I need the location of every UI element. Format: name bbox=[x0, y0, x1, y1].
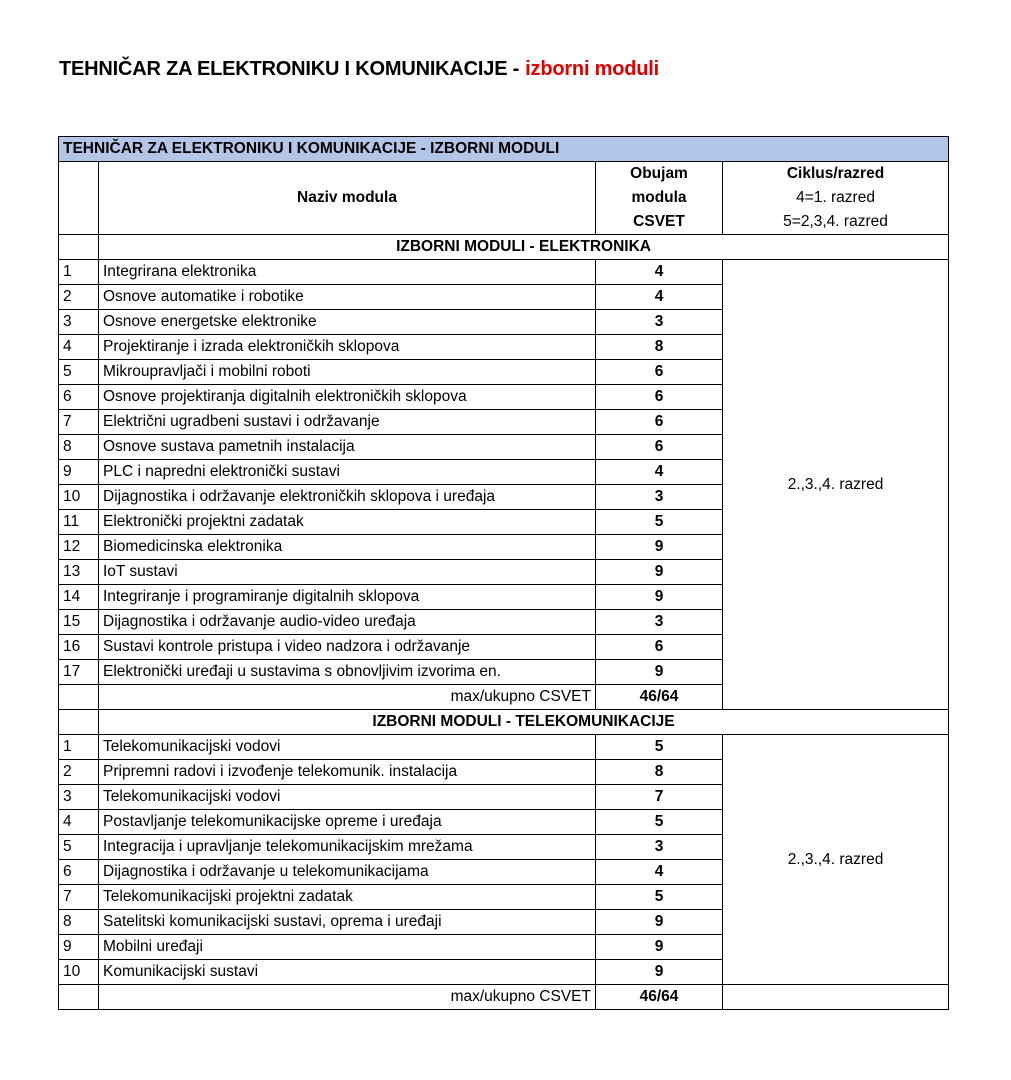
module-csvet: 3 bbox=[596, 310, 723, 335]
module-csvet: 4 bbox=[596, 460, 723, 485]
table-header-row bbox=[59, 162, 949, 235]
table-title-row bbox=[59, 137, 949, 162]
module-name: Mikroupravljači i mobilni roboti bbox=[99, 360, 596, 385]
page-title bbox=[59, 58, 659, 81]
module-name: Komunikacijski sustavi bbox=[99, 960, 596, 985]
module-name: Pripremni radovi i izvođenje telekomunik. instalacija bbox=[99, 760, 596, 785]
module-name: Satelitski komunikacijski sustavi, oprema i uređaji bbox=[99, 910, 596, 935]
module-number: 9 bbox=[59, 935, 99, 960]
module-number: 6 bbox=[59, 385, 99, 410]
module-number: 10 bbox=[59, 960, 99, 985]
module-csvet: 8 bbox=[596, 760, 723, 785]
electronics-total-label: max/ukupno CSVET bbox=[99, 685, 596, 710]
module-csvet: 4 bbox=[596, 285, 723, 310]
header-cycle bbox=[723, 162, 949, 235]
telecom-total-row bbox=[59, 985, 949, 1010]
table-title: TEHNIČAR ZA ELEKTRONIKU I KOMUNIKACIJE - IZBORNI MODULI bbox=[59, 137, 949, 162]
module-csvet: 9 bbox=[596, 935, 723, 960]
module-csvet: 8 bbox=[596, 335, 723, 360]
electronics-cycle: 2.,3.,4. razred bbox=[723, 260, 949, 710]
module-name: Mobilni uređaji bbox=[99, 935, 596, 960]
header-csvet bbox=[596, 162, 723, 235]
module-number: 7 bbox=[59, 885, 99, 910]
telecom-section-title: IZBORNI MODULI - TELEKOMUNIKACIJE bbox=[99, 710, 949, 735]
module-csvet: 9 bbox=[596, 585, 723, 610]
telecom-cycle: 2.,3.,4. razred bbox=[723, 735, 949, 985]
module-name: Sustavi kontrole pristupa i video nadzora i održavanje bbox=[99, 635, 596, 660]
module-csvet: 9 bbox=[596, 560, 723, 585]
module-name: Osnove projektiranja digitalnih elektroničkih sklopova bbox=[99, 385, 596, 410]
module-name: Telekomunikacijski projektni zadatak bbox=[99, 885, 596, 910]
module-csvet: 4 bbox=[596, 860, 723, 885]
module-name: Integrirana elektronika bbox=[99, 260, 596, 285]
table-row bbox=[59, 735, 949, 760]
modules-table bbox=[58, 136, 949, 1010]
telecom-total-cycle-cell bbox=[723, 985, 949, 1010]
module-number: 11 bbox=[59, 510, 99, 535]
module-name: Dijagnostika i održavanje u telekomunikacijama bbox=[99, 860, 596, 885]
module-name: Telekomunikacijski vodovi bbox=[99, 735, 596, 760]
module-csvet: 5 bbox=[596, 810, 723, 835]
module-number: 12 bbox=[59, 535, 99, 560]
module-csvet: 9 bbox=[596, 960, 723, 985]
module-number: 8 bbox=[59, 435, 99, 460]
module-csvet: 5 bbox=[596, 885, 723, 910]
page-title-main: TEHNIČAR ZA ELEKTRONIKU I KOMUNIKACIJE - bbox=[59, 58, 520, 80]
header-cycle-line2: 4=1. razred bbox=[796, 189, 875, 206]
module-number: 14 bbox=[59, 585, 99, 610]
electronics-total-value: 46/64 bbox=[596, 685, 723, 710]
module-csvet: 5 bbox=[596, 510, 723, 535]
module-name: Električni ugradbeni sustavi i održavanje bbox=[99, 410, 596, 435]
module-name: Elektronički projektni zadatak bbox=[99, 510, 596, 535]
electronics-section-num-cell bbox=[59, 235, 99, 260]
module-csvet: 7 bbox=[596, 785, 723, 810]
module-number: 15 bbox=[59, 610, 99, 635]
module-number: 7 bbox=[59, 410, 99, 435]
module-csvet: 3 bbox=[596, 835, 723, 860]
module-csvet: 4 bbox=[596, 260, 723, 285]
header-csvet-line2: modula bbox=[631, 189, 687, 206]
module-number: 2 bbox=[59, 760, 99, 785]
electronics-section-title: IZBORNI MODULI - ELEKTRONIKA bbox=[99, 235, 949, 260]
module-name: Postavljanje telekomunikacijske opreme i uređaja bbox=[99, 810, 596, 835]
module-name: Integriranje i programiranje digitalnih sklopova bbox=[99, 585, 596, 610]
module-name: Osnove automatike i robotike bbox=[99, 285, 596, 310]
module-csvet: 3 bbox=[596, 610, 723, 635]
table-row bbox=[59, 260, 949, 285]
module-number: 3 bbox=[59, 785, 99, 810]
module-csvet: 9 bbox=[596, 535, 723, 560]
module-name: Osnove sustava pametnih instalacija bbox=[99, 435, 596, 460]
module-name: Integracija i upravljanje telekomunikacijskim mrežama bbox=[99, 835, 596, 860]
module-name: Elektronički uređaji u sustavima s obnovljivim izvorima en. bbox=[99, 660, 596, 685]
module-number: 2 bbox=[59, 285, 99, 310]
module-number: 1 bbox=[59, 735, 99, 760]
header-csvet-line1: Obujam bbox=[630, 165, 688, 182]
module-name: PLC i napredni elektronički sustavi bbox=[99, 460, 596, 485]
module-number: 9 bbox=[59, 460, 99, 485]
module-number: 10 bbox=[59, 485, 99, 510]
page-title-highlight: izborni moduli bbox=[525, 58, 660, 80]
module-number: 4 bbox=[59, 810, 99, 835]
module-csvet: 3 bbox=[596, 485, 723, 510]
module-csvet: 6 bbox=[596, 410, 723, 435]
module-name: Osnove energetske elektronike bbox=[99, 310, 596, 335]
module-name: Biomedicinska elektronika bbox=[99, 535, 596, 560]
module-csvet: 6 bbox=[596, 635, 723, 660]
telecom-section-num-cell bbox=[59, 710, 99, 735]
module-number: 8 bbox=[59, 910, 99, 935]
module-name: Telekomunikacijski vodovi bbox=[99, 785, 596, 810]
header-name: Naziv modula bbox=[99, 162, 596, 235]
header-cycle-line3: 5=2,3,4. razred bbox=[783, 213, 888, 230]
module-number: 5 bbox=[59, 835, 99, 860]
module-name: Projektiranje i izrada elektroničkih sklopova bbox=[99, 335, 596, 360]
module-csvet: 6 bbox=[596, 435, 723, 460]
module-csvet: 6 bbox=[596, 385, 723, 410]
module-number: 1 bbox=[59, 260, 99, 285]
module-number: 4 bbox=[59, 335, 99, 360]
module-csvet: 9 bbox=[596, 660, 723, 685]
module-name: IoT sustavi bbox=[99, 560, 596, 585]
module-number: 16 bbox=[59, 635, 99, 660]
module-number: 3 bbox=[59, 310, 99, 335]
module-number: 6 bbox=[59, 860, 99, 885]
module-name: Dijagnostika i održavanje audio-video uređaja bbox=[99, 610, 596, 635]
telecom-total-num-cell bbox=[59, 985, 99, 1010]
module-number: 5 bbox=[59, 360, 99, 385]
telecom-total-label: max/ukupno CSVET bbox=[99, 985, 596, 1010]
telecom-section-row bbox=[59, 710, 949, 735]
module-csvet: 6 bbox=[596, 360, 723, 385]
electronics-section-row bbox=[59, 235, 949, 260]
module-csvet: 9 bbox=[596, 910, 723, 935]
header-csvet-line3: CSVET bbox=[633, 213, 685, 230]
module-name: Dijagnostika i održavanje elektroničkih sklopova i uređaja bbox=[99, 485, 596, 510]
module-number: 17 bbox=[59, 660, 99, 685]
telecom-total-value: 46/64 bbox=[596, 985, 723, 1010]
module-csvet: 5 bbox=[596, 735, 723, 760]
header-num-cell bbox=[59, 162, 99, 235]
electronics-total-num-cell bbox=[59, 685, 99, 710]
header-cycle-line1: Ciklus/razred bbox=[786, 165, 885, 182]
module-number: 13 bbox=[59, 560, 99, 585]
